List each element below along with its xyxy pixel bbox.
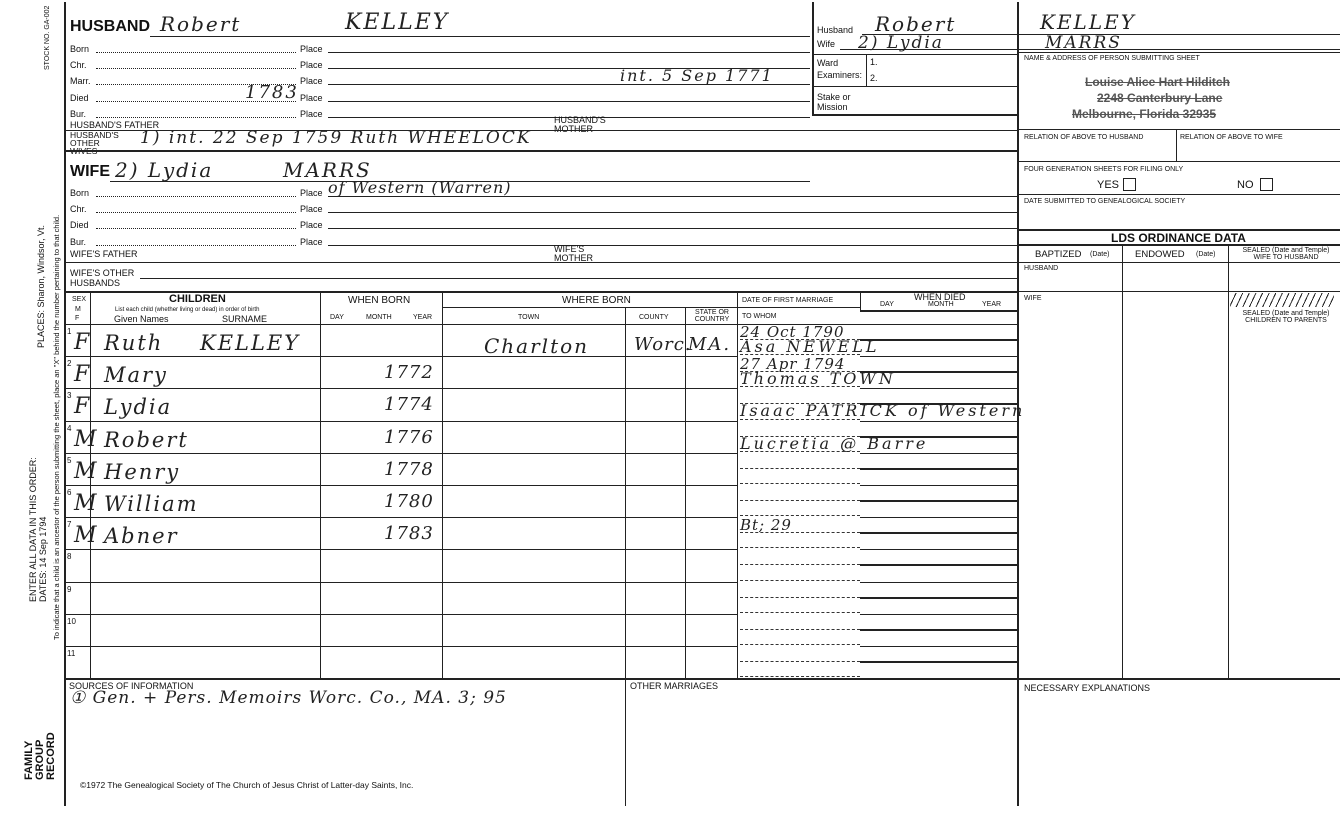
died-year-header: YEAR [982, 301, 1002, 308]
child-marriage-date: Bt; 29 [740, 516, 792, 534]
death-date-line [860, 629, 1017, 631]
submitter-city: Melbourne, Florida 32935 [1072, 107, 1217, 121]
husband-mother-label: HUSBAND'S MOTHER [554, 115, 606, 134]
death-date-line [860, 468, 1017, 470]
examiner-1: 1. [870, 57, 878, 67]
wife-given-name: 2) Lydia [115, 158, 214, 182]
lds-husband-label: HUSBAND [1024, 265, 1059, 272]
baptized-label: BAPTIZED [1035, 249, 1082, 260]
child-given-name: Robert [104, 428, 189, 452]
child-number: 3 [67, 391, 72, 400]
child-number: 6 [67, 488, 72, 497]
ward-label: Ward [817, 58, 839, 68]
child-sex: M [74, 523, 97, 548]
spouse-line [740, 547, 860, 548]
child-birth-year: 1780 [384, 491, 434, 512]
to-whom-header: TO WHOM [742, 313, 777, 320]
marriage-date-line [740, 661, 860, 662]
place-label: Place [300, 188, 323, 198]
surname-header: SURNAME [222, 314, 268, 324]
wife-chr-label: Chr. [70, 204, 87, 214]
child-birth-year: 1772 [384, 362, 434, 383]
born-month-header: MONTH [366, 314, 392, 321]
wife-label: WIFE [70, 163, 110, 180]
necessary-explanations-label: NECESSARY EXPLANATIONS [1024, 683, 1151, 693]
lds-title: LDS ORDINANCE DATA [1111, 231, 1246, 245]
submitter-label: NAME & ADDRESS OF PERSON SUBMITTING SHEET [1024, 55, 1200, 62]
spouse-line [740, 483, 860, 484]
death-date-line [860, 532, 1017, 534]
child-surname: KELLEY [200, 331, 301, 355]
sealed-wife-hatch [1230, 293, 1334, 307]
child-sex: M [74, 459, 97, 484]
wife-other-husbands-label: WIFE'S OTHER HUSBANDS [70, 268, 135, 288]
child-given-name: William [104, 492, 199, 516]
yes-label: YES [1097, 179, 1120, 191]
husband-bur-label: Bur. [70, 109, 87, 119]
sources-value: ① Gen. + Pers. Memoirs Worc. Co., MA. 3; 95 [70, 688, 507, 708]
sources-label: SOURCES OF INFORMATION [69, 681, 194, 691]
child-given-name: Henry [104, 460, 181, 484]
place-label: Place [300, 93, 323, 103]
child-birth-year: 1774 [384, 394, 434, 415]
husband-born-label: Born [70, 44, 90, 54]
child-sex: F [74, 330, 90, 355]
row-divider [860, 646, 1017, 647]
row-divider [64, 453, 737, 454]
endowed-date-label: (Date) [1196, 251, 1216, 258]
child-marriage-date: 27 Apr 1794 [740, 355, 846, 373]
children-sub-header: List each child (whether living or dead) in order of birth [115, 307, 260, 313]
child-birth-year: 1783 [384, 523, 434, 544]
sex-m-header: M [75, 306, 81, 313]
summary-husband-surname: KELLEY [1040, 10, 1136, 34]
row-divider [860, 614, 1017, 615]
summary-border [812, 2, 814, 114]
wife-mother-label: WIFE'S MOTHER [554, 244, 593, 263]
child-number: 2 [67, 359, 72, 368]
relation-wife-label: RELATION OF ABOVE TO WIFE [1180, 134, 1283, 141]
row-divider [64, 421, 737, 422]
row-divider [64, 614, 737, 615]
died-month-header: MONTH [928, 301, 954, 308]
where-born-header: WHERE BORN [562, 295, 631, 306]
given-names-header: Given Names [114, 314, 169, 324]
child-spouse: Asa NEWELL [740, 337, 880, 356]
place-label: Place [300, 60, 323, 70]
marriage-date-line [740, 468, 860, 469]
child-birth-county: Worc. [634, 334, 692, 355]
child-number: 10 [67, 617, 76, 626]
wife-died-label: Died [70, 220, 89, 230]
row-divider [860, 356, 1017, 357]
row-divider [860, 517, 1017, 518]
child-birth-state: MA. [688, 334, 732, 355]
spouse-line [740, 612, 860, 613]
child-marriage-date: 24 Oct 1790 [740, 323, 845, 341]
child-sex: F [74, 362, 90, 387]
husband-marriage-note: int. 5 Sep 1771 [620, 66, 774, 85]
first-marriage-header: DATE OF FIRST MARRIAGE [742, 297, 834, 304]
stake-label: Stake or Mission [817, 92, 851, 112]
place-label: Place [300, 76, 323, 86]
child-number: 5 [67, 456, 72, 465]
row-divider [860, 485, 1017, 486]
child-birth-year: 1778 [384, 459, 434, 480]
marriage-date-line [740, 597, 860, 598]
row-divider [64, 549, 737, 550]
marriage-date-line [740, 629, 860, 630]
born-day-header: DAY [330, 314, 344, 321]
town-header: TOWN [518, 314, 540, 321]
husband-chr-label: Chr. [70, 60, 87, 70]
wife-surname: MARRS [283, 158, 372, 182]
wife-father-label: WIFE'S FATHER [70, 249, 138, 259]
child-given-name: Ruth [104, 331, 164, 355]
yes-checkbox[interactable] [1123, 178, 1136, 191]
husband-died-label: Died [70, 93, 89, 103]
row-divider [64, 582, 737, 583]
left-border [64, 2, 66, 806]
place-label: Place [300, 237, 323, 247]
husband-label: HUSBAND [70, 18, 150, 35]
sex-f-header: F [75, 315, 80, 322]
sex-header: SEX [72, 296, 87, 303]
died-day-header: DAY [880, 301, 894, 308]
four-generation-label: FOUR GENERATION SHEETS FOR FILING ONLY [1024, 166, 1184, 173]
wife-bur-label: Bur. [70, 237, 87, 247]
spouse-line [740, 676, 860, 677]
lds-wife-label: WIFE [1024, 295, 1042, 302]
place-label: Place [300, 109, 323, 119]
state-header: STATE OR COUNTRY [694, 309, 730, 323]
submitter-street: 2248 Canterbury Lane [1097, 91, 1223, 105]
date-submitted-label: DATE SUBMITTED TO GENEALOGICAL SOCIETY [1024, 198, 1186, 205]
summary-wife-given: 2) Lydia [858, 33, 944, 53]
death-date-line [860, 597, 1017, 599]
examiner-2: 2. [870, 73, 878, 83]
place-label: Place [300, 44, 323, 54]
county-header: COUNTY [639, 314, 669, 321]
relation-husband-label: RELATION OF ABOVE TO HUSBAND [1024, 134, 1144, 141]
sealed-children-label: SEALED (Date and Temple) CHILDREN TO PARENTS [1242, 310, 1330, 324]
summary-wife-surname: MARRS [1045, 33, 1122, 53]
death-date-line [860, 339, 1017, 341]
death-date-line [860, 661, 1017, 663]
death-date-line [860, 564, 1017, 566]
place-label: Place [300, 204, 323, 214]
sealed-wife-label: SEALED (Date and Temple) WIFE TO HUSBAND [1242, 247, 1330, 261]
child-number: 4 [67, 424, 72, 433]
child-number: 8 [67, 552, 72, 561]
ancestor-instructions: To indicate that a child is an ancestor of the person submitting the sheet, place an "X" behind the number pertaining to that child. [52, 214, 61, 640]
child-given-name: Mary [104, 363, 168, 387]
child-birth-town: Charlton [484, 334, 590, 358]
wife-born-label: Born [70, 188, 90, 198]
child-number: 7 [67, 520, 72, 529]
born-year-header: YEAR [413, 314, 433, 321]
marriage-date-line [740, 500, 860, 501]
child-sex: M [74, 491, 97, 516]
spouse-line [740, 580, 860, 581]
no-label: NO [1237, 179, 1254, 191]
child-birth-year: 1776 [384, 427, 434, 448]
when-born-header: WHEN BORN [348, 295, 411, 306]
endowed-label: ENDOWED [1135, 249, 1185, 260]
row-divider [860, 388, 1017, 389]
enter-data-note: ENTER ALL DATA IN THIS ORDER: [28, 457, 38, 602]
place-label: Place [300, 220, 323, 230]
row-divider [64, 646, 737, 647]
places-note: PLACES: Sharon, Windsor, Vt. [36, 224, 46, 348]
child-given-name: Abner [104, 524, 179, 548]
husband-other-wives-label: HUSBAND'S OTHER WIVES [70, 130, 119, 156]
spouse-line [740, 644, 860, 645]
husband-marr-label: Marr. [70, 76, 91, 86]
row-divider [860, 453, 1017, 454]
row-divider [860, 421, 1017, 422]
copyright: ©1972 The Genealogical Society of The Church of Jesus Christ of Latter-day Saints, Inc. [80, 780, 414, 790]
child-spouse: Isaac PATRICK of Western [740, 401, 1026, 420]
child-sex: M [74, 427, 97, 452]
form-title: FAMILY GROUP RECORD [23, 732, 57, 780]
summary-husband-given: Robert [875, 12, 957, 36]
dates-note: DATES: 14 Sep 1794 [38, 516, 48, 602]
child-number: 1 [67, 327, 72, 336]
husband-given-name: Robert [160, 12, 242, 36]
marriage-date-line [740, 564, 860, 565]
baptized-date-label: (Date) [1090, 251, 1110, 258]
husband-father-label: HUSBAND'S FATHER [70, 120, 160, 130]
row-divider [64, 517, 737, 518]
summary-husband-label: Husband [817, 25, 854, 35]
summary-wife-label: Wife [817, 39, 835, 49]
death-date-line [860, 500, 1017, 502]
stock-number: STOCK NO. GA-002 [44, 5, 51, 70]
examiners-label: Examiners: [817, 70, 863, 80]
row-divider [860, 549, 1017, 550]
row-divider [64, 356, 737, 357]
children-header: CHILDREN [169, 293, 226, 305]
child-spouse: Lucretia @ Barre [740, 434, 929, 453]
wife-born-place: of Western (Warren) [328, 178, 512, 197]
row-divider [64, 388, 737, 389]
child-given-name: Lydia [104, 395, 173, 419]
other-marriages-label: OTHER MARRIAGES [630, 681, 719, 691]
husband-other-wives-value: 1) int. 22 Sep 1759 Ruth WHEELOCK [140, 128, 532, 148]
submitter-name: Louise Alice Hart Hilditch [1085, 75, 1230, 89]
no-checkbox[interactable] [1260, 178, 1273, 191]
child-number: 9 [67, 585, 72, 594]
child-number: 11 [67, 649, 76, 658]
row-divider [64, 485, 737, 486]
when-died-header: WHEN DIED [914, 292, 966, 302]
child-spouse: Thomas TOWN [740, 369, 896, 388]
row-divider [860, 582, 1017, 583]
child-sex: F [74, 394, 90, 419]
husband-died-year: 1783 [245, 82, 299, 103]
husband-surname: KELLEY [345, 10, 450, 35]
